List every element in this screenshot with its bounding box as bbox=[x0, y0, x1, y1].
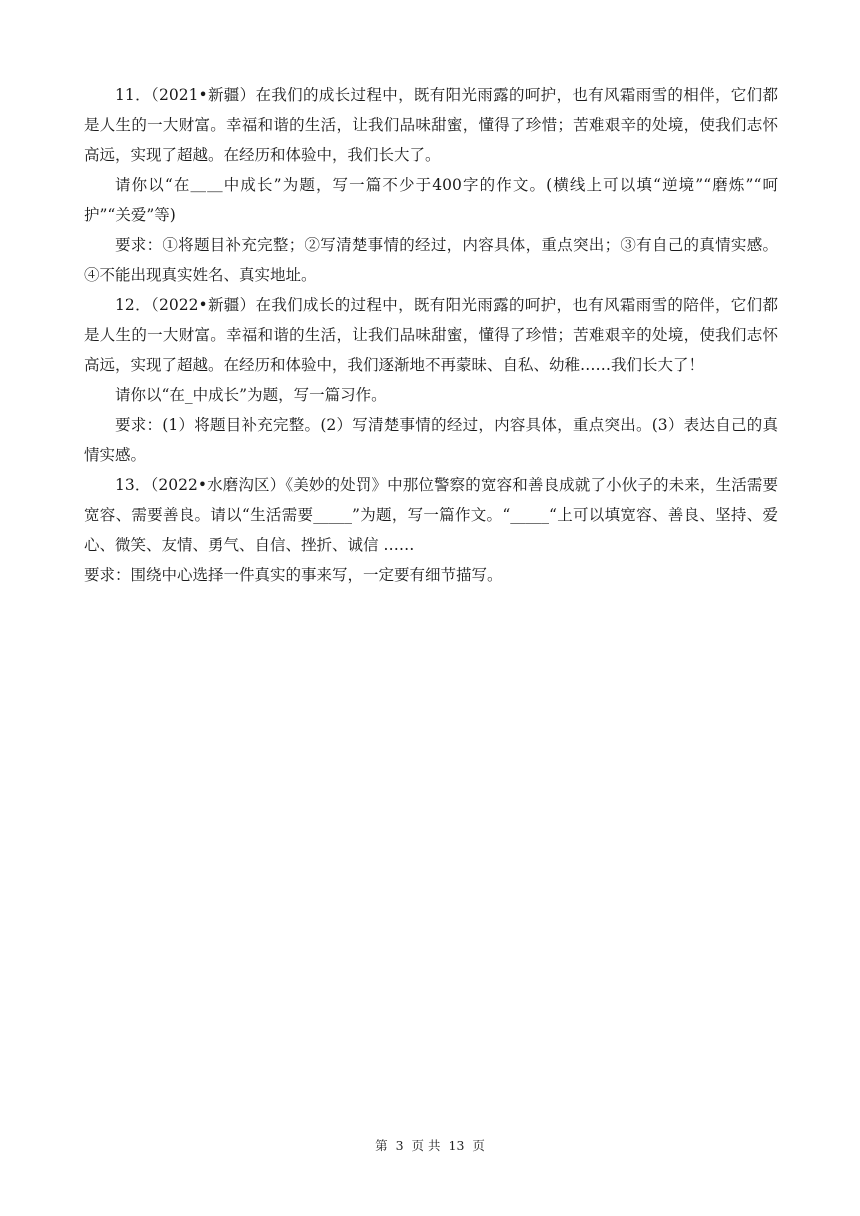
question-source: （2021•新疆） bbox=[150, 86, 256, 104]
question-12-requirements: 要求：(1）将题目补充完整。(2）写清楚事情的经过，内容具体，重点突出。(3）表达自己的真情实感。 bbox=[84, 416, 778, 464]
question-12-prompt bbox=[84, 290, 778, 380]
question-source: （2022•水磨沟区） bbox=[150, 476, 286, 494]
question-13-prompt bbox=[84, 470, 778, 560]
question-source: （2022•新疆） bbox=[150, 296, 256, 314]
footer-prefix: 第 bbox=[375, 1138, 388, 1153]
question-number: 11． bbox=[115, 86, 151, 104]
question-11-task: 请你以“在＿＿中成长”为题，写一篇不少于400字的作文。(横线上可以填“逆境”“磨炼”“呵护”“关爱”等) bbox=[84, 176, 778, 224]
footer-middle: 页 共 bbox=[411, 1138, 441, 1153]
page-number: 3 bbox=[395, 1138, 404, 1153]
page-total: 13 bbox=[448, 1138, 465, 1153]
question-number: 13． bbox=[115, 476, 151, 494]
footer-suffix: 页 bbox=[472, 1138, 485, 1153]
question-text: 《美妙的处罚》中那位警察的宽容和善良成就了小伙子的未来，生活需要宽容、需要善良。请以“生活需要_____”为题，写一篇作文。“_____“上可以填宽容、善良、坚持、爱心、微笑、友情、勇气、自信、挫折、诚信 …… bbox=[84, 476, 778, 554]
question-12-task: 请你以“在_中成长”为题，写一篇习作。 bbox=[115, 386, 387, 404]
question-text: 在我们成长的过程中，既有阳光雨露的呵护，也有风霜雨雪的陪伴，它们都是人生的一大财富。幸福和谐的生活，让我们品味甜蜜，懂得了珍惜；苦难艰辛的处境，使我们志怀高远，实现了超越。在经历和体验中，我们逐渐地不再蒙昧、自私、幼稚……我们长大了！ bbox=[84, 296, 778, 374]
document-body bbox=[84, 80, 778, 590]
question-11-prompt bbox=[84, 80, 778, 170]
question-number: 12． bbox=[115, 296, 151, 314]
question-13-requirements: 要求：围绕中心选择一件真实的事来写，一定要有细节描写。 bbox=[84, 566, 503, 584]
question-text: 在我们的成长过程中，既有阳光雨露的呵护，也有风霜雨雪的相伴，它们都是人生的一大财富。幸福和谐的生活，让我们品味甜蜜，懂得了珍惜；苦难艰辛的处境，使我们志怀高远，实现了超越。在经历和体验中，我们长大了。 bbox=[84, 86, 778, 164]
question-11-requirements: 要求：①将题目补充完整；②写清楚事情的经过，内容具体，重点突出；③有自己的真情实感。④不能出现真实姓名、真实地址。 bbox=[84, 236, 778, 284]
page-footer bbox=[0, 1136, 860, 1154]
